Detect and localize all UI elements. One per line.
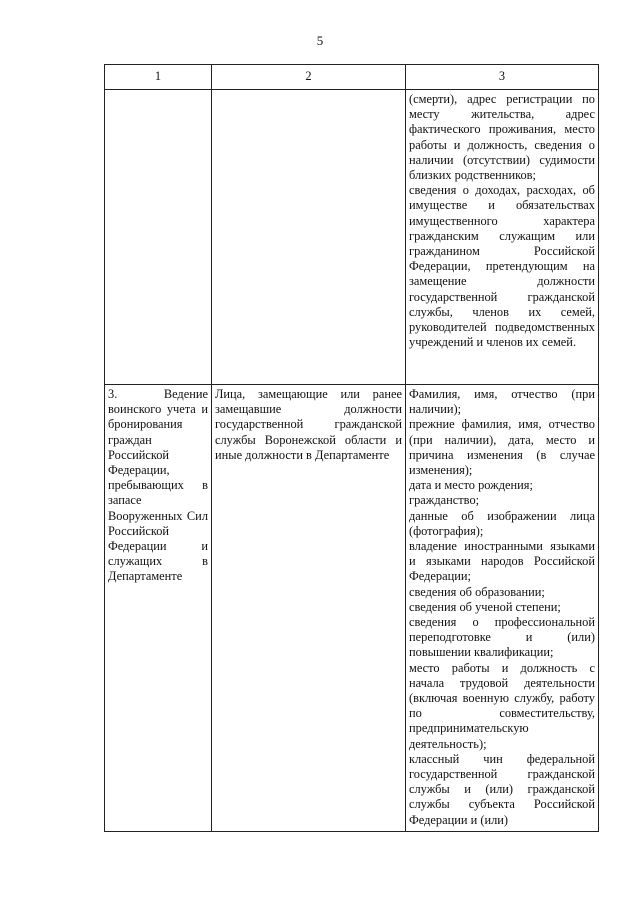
list-item: владение иностранными языками и языками народов Российской Федерации; bbox=[409, 539, 595, 584]
row-cell-subjects bbox=[212, 90, 406, 385]
column-header-3: 3 bbox=[406, 65, 599, 90]
list-item: гражданство; bbox=[409, 493, 480, 508]
list-item: место работы и должность с начала трудовой деятельности (включая военную службу, работу по совместительству, предпринимательскую деятельность); bbox=[409, 660, 595, 751]
row-cell-activity bbox=[105, 90, 212, 385]
column-header-1: 1 bbox=[105, 65, 212, 90]
list-item: дата и место рождения; bbox=[409, 478, 533, 493]
row-cell-data-categories bbox=[406, 385, 599, 832]
list-item: прежние фамилия, имя, отчество (при наличии), дата, место и причина изменения (в случае изменения); bbox=[409, 417, 595, 478]
table-header-row bbox=[105, 65, 599, 90]
list-item: сведения об образовании; bbox=[409, 584, 545, 599]
list-item: сведения о профессиональной переподготовке и (или) повышении квалификации; bbox=[409, 615, 595, 660]
row-cell-activity: 3. Ведение воинского учета и бронирования граждан Российской Федерации, пребывающих в запасе Вооруженных Сил Российской Федерации и служащих в Департаменте bbox=[105, 385, 212, 832]
page-number: 5 bbox=[316, 33, 324, 48]
list-item: данные об изображении лица (фотография); bbox=[409, 508, 595, 538]
list-item: сведения о доходах, расходах, об имуществе и обязательствах имущественного характера гражданским служащим или гражданином Российской Федерации, претендующим на замещение должности государственной гражданской службы, членов их семей, руководителей подведомственных учреждений и членов их семей. bbox=[409, 183, 595, 350]
row-cell-subjects: Лица, замещающие или ранее замещавшие должности государственной гражданской службы Воронежской области и иные должности в Департаменте bbox=[212, 385, 406, 832]
table-row bbox=[105, 90, 599, 385]
list-item: сведения об ученой степени; bbox=[409, 599, 561, 614]
document-table bbox=[104, 64, 599, 832]
list-item: (смерти), адрес регистрации по месту жительства, адрес фактического проживания, место работы и должность, сведения о наличии (отсутствии) судимости близких родственников; bbox=[409, 92, 595, 183]
column-header-2: 2 bbox=[212, 65, 406, 90]
table-row bbox=[105, 385, 599, 832]
list-item: классный чин федеральной государственной гражданской службы и (или) гражданской службы субъекта Российской Федерации и (или) bbox=[409, 751, 595, 827]
list-item: Фамилия, имя, отчество (при наличии); bbox=[409, 387, 595, 417]
row-cell-data-categories bbox=[406, 90, 599, 385]
